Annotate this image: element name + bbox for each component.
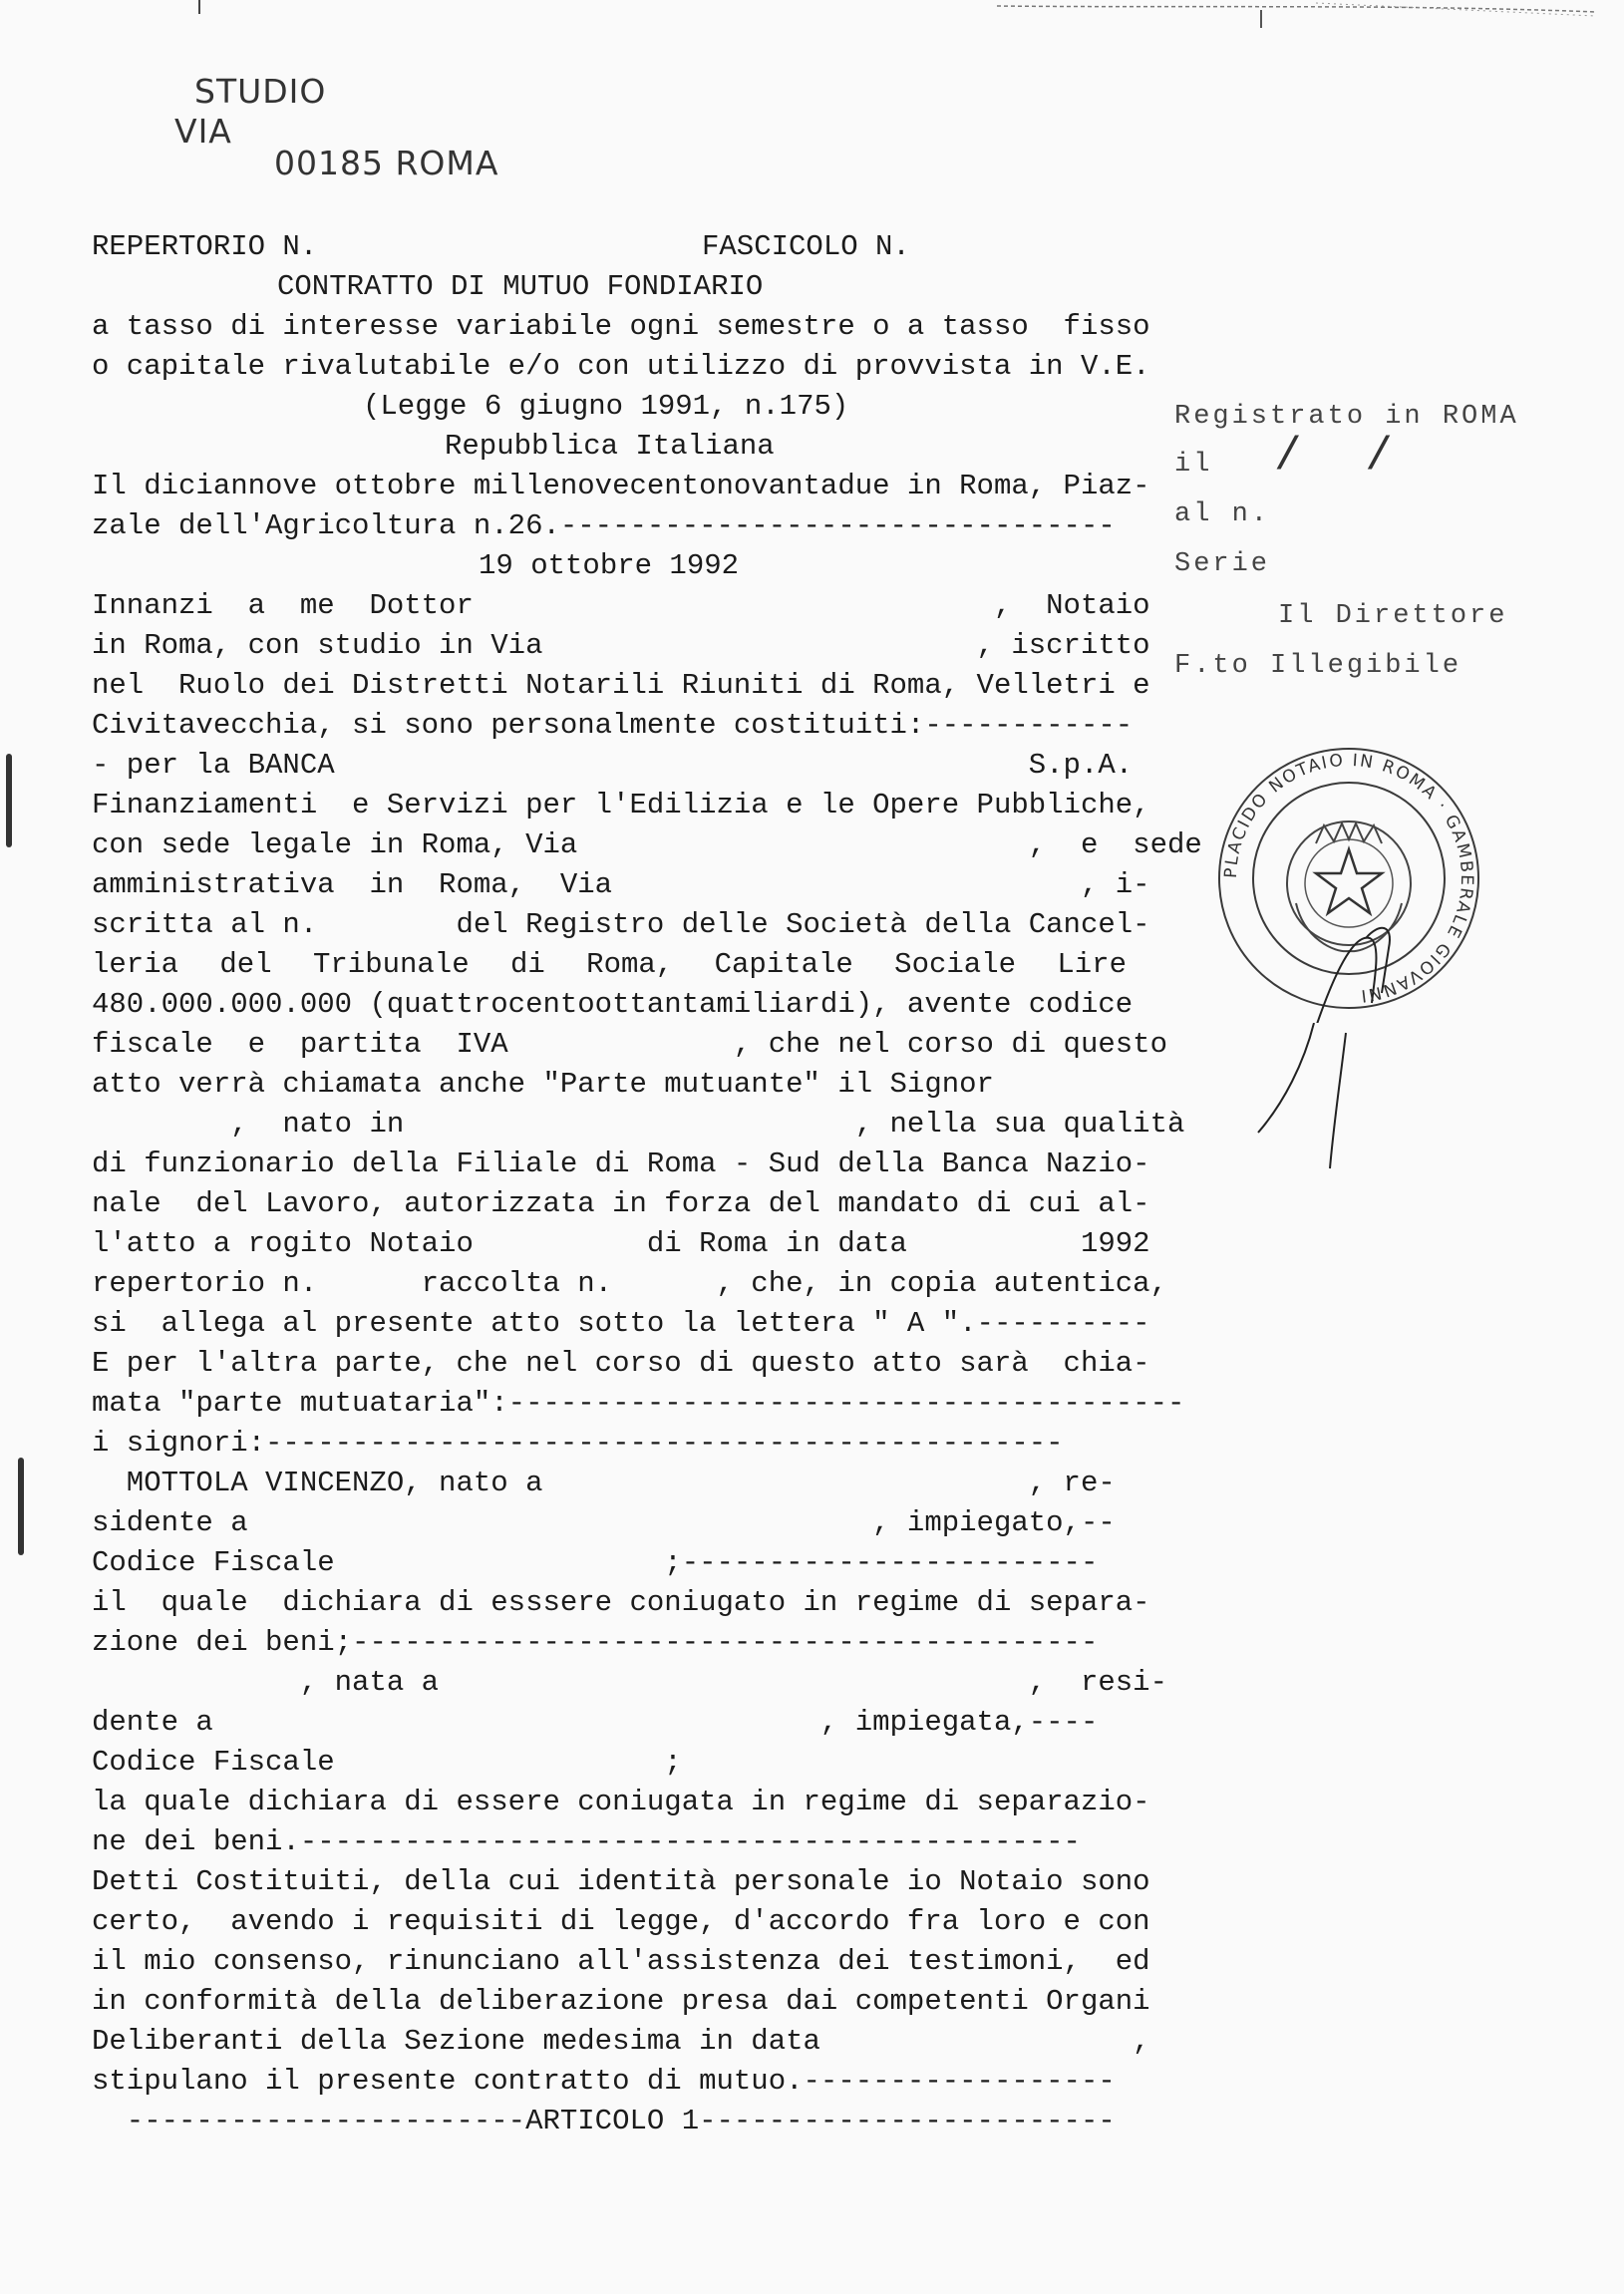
text-line: (Legge 6 giugno 1991, n.175) xyxy=(363,390,849,423)
repertorio-label: REPERTORIO N. xyxy=(92,230,318,263)
text-line: Detti Costituiti, della cui identità personale io Notaio sono xyxy=(92,1865,1150,1898)
registrato-label: Registrato in ROMA xyxy=(1174,402,1519,432)
text-line: Innanzi a me Dottor , Notaio xyxy=(92,589,1150,622)
text-line: Il diciannove ottobre millenovecentonovantadue in Roma, Piaz- xyxy=(92,470,1150,502)
firma-label: F.to Illegibile xyxy=(1174,651,1462,681)
seal-ring-text: PLACIDO NOTAIO IN ROMA · GAMBERALE GIOVANNI xyxy=(1220,750,1477,1006)
punch-mark xyxy=(18,1458,24,1555)
text-line: Codice Fiscale ;------------------------ xyxy=(92,1546,1099,1579)
text-line: , nato in , nella sua qualità xyxy=(92,1108,1185,1141)
text-line: sidente a , impiegato,-- xyxy=(92,1506,1116,1539)
text-line: nale del Lavoro, autorizzata in forza del mandato di cui al- xyxy=(92,1187,1150,1220)
il-label: il xyxy=(1174,450,1213,480)
via-label: VIA xyxy=(174,112,232,151)
text-line: la quale dichiara di essere coniugata in regime di separazio- xyxy=(92,1786,1150,1818)
direttore-label: Il Direttore xyxy=(1278,601,1508,631)
text-line: , nata a , resi- xyxy=(92,1666,1167,1699)
al-n-label: al n. xyxy=(1174,499,1271,529)
text-line: zale dell'Agricoltura n.26.-------------------------------- xyxy=(92,509,1116,542)
text-line: si allega al presente atto sotto la lettera " A ".---------- xyxy=(92,1307,1150,1340)
emblem-icon xyxy=(1287,821,1411,951)
text-line: amministrativa in Roma, Via , i- xyxy=(92,868,1150,901)
text-line: a tasso di interesse variabile ogni semestre o a tasso fisso xyxy=(92,310,1150,343)
notary-seal xyxy=(1204,734,1493,1023)
text-line: 480.000.000.000 (quattrocentoottantamiliardi), avente codice xyxy=(92,988,1134,1021)
text-line: MOTTOLA VINCENZO, nato a , re- xyxy=(92,1467,1116,1499)
date-slashes: / / xyxy=(1274,431,1411,483)
text-line: Finanziamenti e Servizi per l'Edilizia e le Opere Pubbliche, xyxy=(92,789,1150,821)
text-line: zione dei beni;------------------------------------------- xyxy=(92,1626,1099,1659)
text-line: nel Ruolo dei Distretti Notarili Riuniti di Roma, Velletri e xyxy=(92,669,1150,702)
text-line: Repubblica Italiana xyxy=(445,430,775,463)
city-label: 00185 ROMA xyxy=(274,144,499,182)
studio-letterhead xyxy=(174,72,499,183)
text-line: - per la BANCA S.p.A. xyxy=(92,749,1134,782)
text-line: ne dei beni.--------------------------------------------- xyxy=(92,1825,1081,1858)
text-line: di funzionario della Filiale di Roma - Sud della Banca Nazio- xyxy=(92,1147,1150,1180)
contract-title: CONTRATTO DI MUTUO FONDIARIO xyxy=(277,270,764,303)
text-line: dente a , impiegata,---- xyxy=(92,1706,1099,1739)
text-line: repertorio n. raccolta n. , che, in copia autentica, xyxy=(92,1267,1167,1300)
text-line: in conformità della deliberazione presa dai competenti Organi xyxy=(92,1985,1150,2018)
text-line: scritta al n. del Registro delle Società della Cancel- xyxy=(92,908,1150,941)
scan-edge-marks xyxy=(0,0,1624,40)
text-line: o capitale rivalutabile e/o con utilizzo di provvista in V.E. xyxy=(92,350,1150,383)
text-line: Codice Fiscale ; xyxy=(92,1746,682,1779)
article-heading: -----------------------ARTICOLO 1------------------------ xyxy=(92,2105,1116,2137)
text-line: il mio consenso, rinunciano all'assistenza dei testimoni, ed xyxy=(92,1945,1150,1978)
text-line: atto verrà chiamata anche "Parte mutuante" il Signor xyxy=(92,1068,994,1101)
text-line: i signori:---------------------------------------------- xyxy=(92,1427,1064,1460)
text-line: in Roma, con studio in Via , iscritto xyxy=(92,629,1150,662)
text-line: leria del Tribunale di Roma, Capitale Sociale Lire xyxy=(92,948,1127,981)
text-line: il quale dichiara di esssere coniugato in regime di separa- xyxy=(92,1586,1150,1619)
text-line: E per l'altra parte, che nel corso di questo atto sarà chia- xyxy=(92,1347,1150,1380)
svg-text:PLACIDO NOTAIO IN ROMA · GAMBE xyxy=(1221,751,1476,1006)
text-line: Deliberanti della Sezione medesima in data , xyxy=(92,2025,1150,2058)
text-line: Civitavecchia, si sono personalmente costituiti:------------ xyxy=(92,709,1134,742)
serie-label: Serie xyxy=(1174,549,1271,579)
text-line: con sede legale in Roma, Via , e sede xyxy=(92,828,1202,861)
text-line: mata "parte mutuataria":--------------------------------------- xyxy=(92,1387,1185,1420)
signature-line xyxy=(1254,1023,1384,1172)
text-line: certo, avendo i requisiti di legge, d'accordo fra loro e con xyxy=(92,1905,1150,1938)
text-line: stipulano il presente contratto di mutuo.------------------ xyxy=(92,2065,1116,2098)
punch-mark xyxy=(6,754,12,847)
fascicolo-label: FASCICOLO N. xyxy=(702,230,910,263)
text-line: fiscale e partita IVA , che nel corso di questo xyxy=(92,1028,1167,1061)
text-line: 19 ottobre 1992 xyxy=(479,549,740,582)
studio-label: STUDIO xyxy=(194,72,327,111)
text-line: l'atto a rogito Notaio di Roma in data 1992 xyxy=(92,1227,1150,1260)
